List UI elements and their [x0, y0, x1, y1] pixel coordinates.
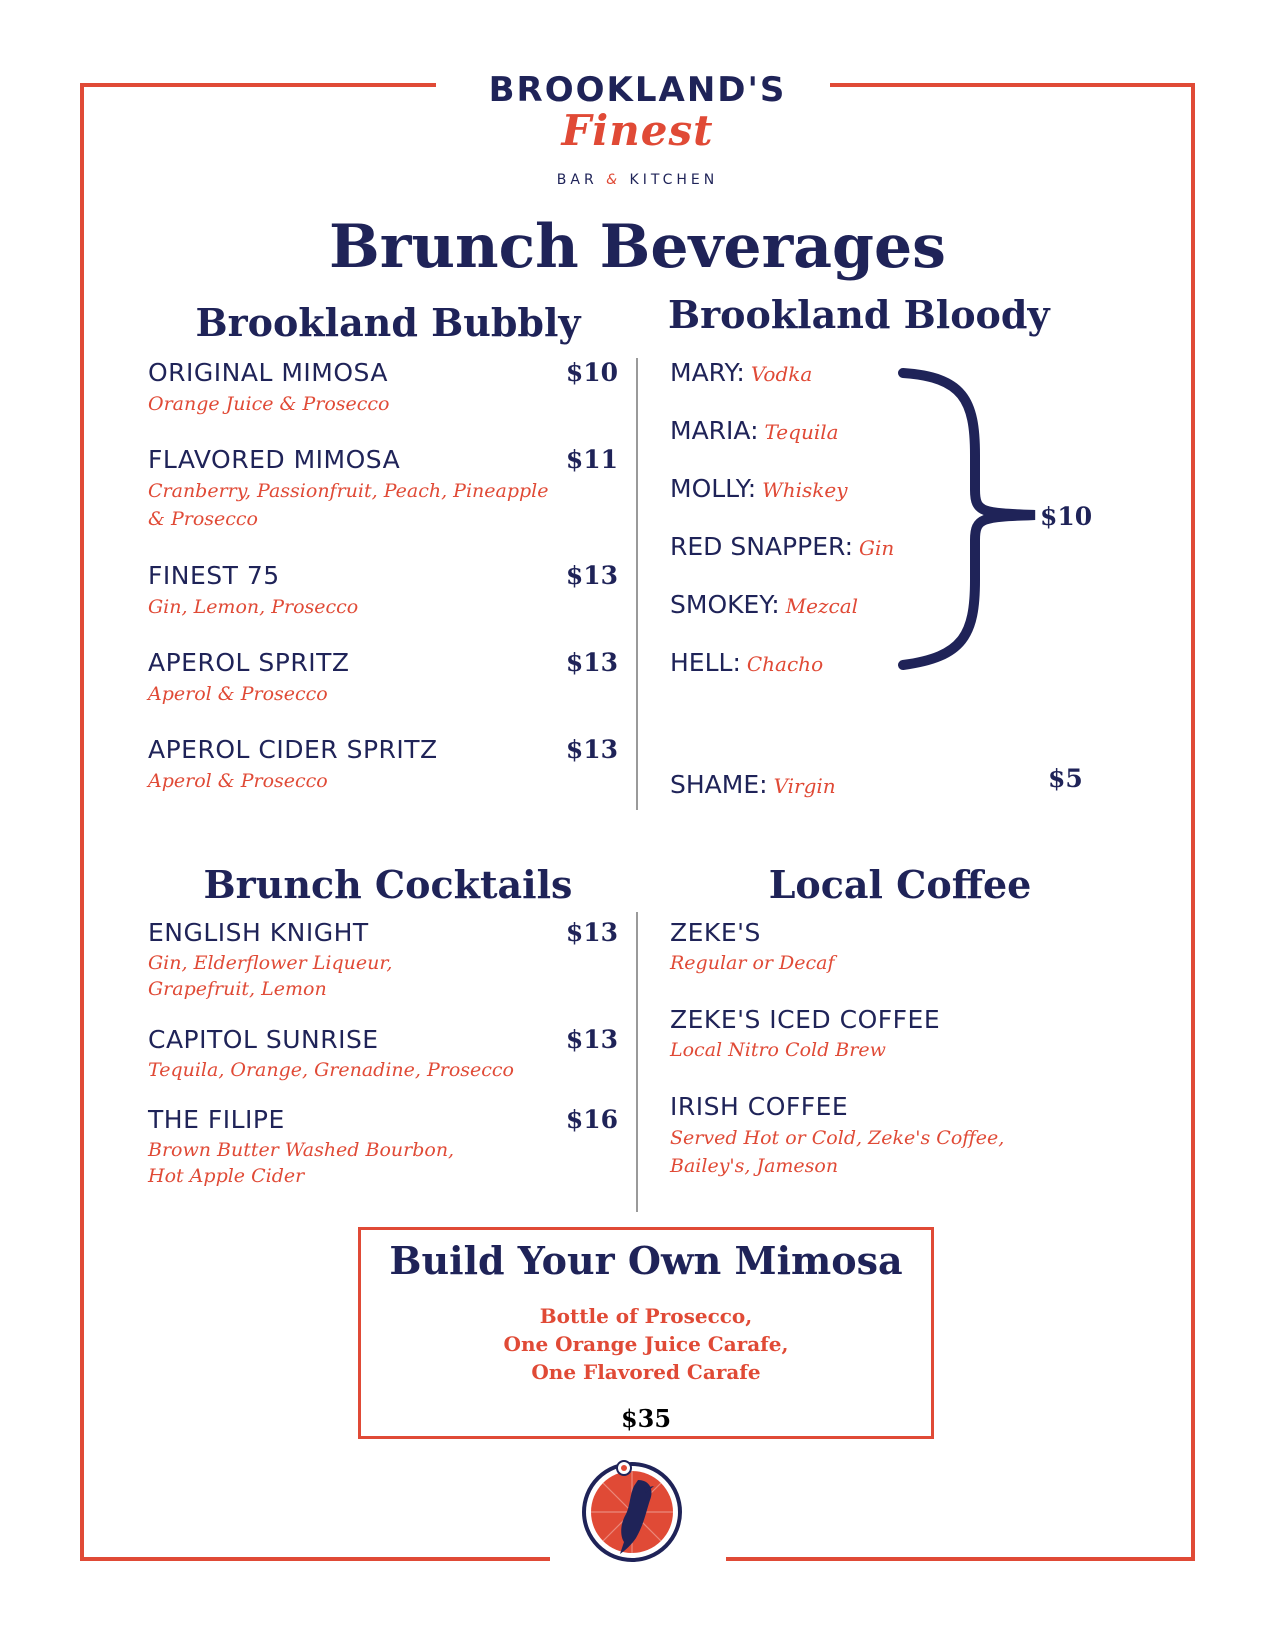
item-desc: Cranberry, Passionfruit, Peach, Pineapple & Prosecco [148, 480, 549, 530]
item-price: $11 [565, 445, 618, 474]
byo-price: $35 [620, 1404, 672, 1433]
item-name: CAPITOL SUNRISE [148, 1025, 379, 1054]
item-desc-line: Hot Apple Cider [148, 1165, 305, 1187]
item-desc-line: Bailey's, Jameson [670, 1155, 839, 1177]
bloody-item [670, 648, 823, 677]
item-desc-line: Regular or Decaf [670, 952, 835, 974]
bloody-name: SHAME: [670, 770, 768, 799]
item-name: ZEKE'S ICED COFFEE [670, 1005, 941, 1034]
brand-sub-right: KITCHEN [629, 172, 719, 188]
bloody-spirit: Whiskey [762, 478, 848, 502]
item-price: $13 [565, 1025, 618, 1054]
byo-description [361, 1302, 931, 1386]
bloody-name: MARIA: [670, 416, 759, 445]
item-desc-line: Brown Butter Washed Bourbon, [148, 1139, 455, 1161]
bloody-group-price: $10 [1040, 502, 1093, 531]
cocktails-heading: Brunch Cocktails [203, 862, 573, 907]
menu-item [148, 445, 618, 533]
item-name: ORIGINAL MIMOSA [148, 358, 388, 387]
frame-bottom-left [80, 1557, 550, 1561]
page-title: Brunch Beverages [329, 212, 946, 282]
bloody-item [670, 532, 894, 561]
bloody-name: HELL: [670, 648, 741, 677]
bloody-item [670, 474, 848, 503]
item-name: FLAVORED MIMOSA [148, 445, 401, 474]
item-desc-line: Local Nitro Cold Brew [670, 1039, 886, 1061]
item-name: APEROL CIDER SPRITZ [148, 735, 438, 764]
bloody-spirit: Tequila [764, 420, 839, 444]
menu-item [148, 561, 618, 621]
bloody-item [670, 590, 858, 619]
item-desc-line: Served Hot or Cold, Zeke's Coffee, [670, 1127, 1005, 1149]
bird-badge-icon [580, 1458, 684, 1562]
bloody-spirit: Gin [859, 536, 895, 560]
item-desc: Orange Juice & Prosecco [148, 393, 390, 415]
menu-item [148, 1025, 618, 1083]
coffee-item [670, 918, 1070, 976]
shame-price: $5 [1048, 764, 1083, 793]
frame-right [1191, 83, 1195, 1561]
byo-line: One Orange Juice Carafe, [503, 1332, 789, 1356]
curly-brace-icon [895, 365, 1040, 675]
menu-item [148, 918, 618, 1002]
frame-bottom-right [726, 1557, 1195, 1561]
bloody-name: MARY: [670, 358, 745, 387]
item-desc-line: Gin, Elderflower Liqueur, [148, 952, 393, 974]
item-desc-line: Tequila, Orange, Grenadine, Prosecco [148, 1059, 515, 1081]
byo-box [358, 1227, 934, 1439]
bottom-divider [636, 912, 638, 1212]
menu-item [148, 735, 618, 795]
brand-name: BROOKLAND'S [488, 70, 787, 110]
menu-item [148, 648, 618, 708]
brand-sub-amp: & [606, 172, 622, 188]
item-desc: Aperol & Prosecco [148, 683, 328, 705]
item-price: $13 [565, 918, 618, 947]
menu-item [148, 358, 618, 418]
brand-script: Finest [561, 106, 714, 155]
item-desc: Aperol & Prosecco [148, 770, 328, 792]
menu-item [148, 1105, 618, 1189]
item-price: $16 [565, 1105, 618, 1134]
bloody-name: MOLLY: [670, 474, 757, 503]
bloody-item [670, 358, 812, 387]
bloody-item [670, 416, 839, 445]
item-price: $13 [565, 561, 618, 590]
bloody-spirit: Vodka [750, 362, 813, 386]
bubbly-heading: Brookland Bubbly [195, 300, 581, 345]
brand-sub-left: BAR [556, 172, 598, 188]
byo-title: Build Your Own Mimosa [389, 1238, 903, 1283]
item-price: $10 [565, 358, 618, 387]
bloody-name: SMOKEY: [670, 590, 780, 619]
bloody-name: RED SNAPPER: [670, 532, 854, 561]
bloody-spirit: Chacho [746, 652, 824, 676]
item-name: THE FILIPE [148, 1105, 285, 1134]
item-price: $13 [565, 735, 618, 764]
coffee-heading: Local Coffee [768, 862, 1032, 907]
shame-item [670, 770, 836, 799]
frame-left [80, 83, 84, 1561]
brand-subtitle [0, 172, 1275, 188]
coffee-item [670, 1092, 1070, 1180]
byo-line: One Flavored Carafe [531, 1360, 761, 1384]
bloody-heading: Brookland Bloody [668, 292, 1050, 337]
item-name: FINEST 75 [148, 561, 280, 590]
bloody-spirit: Virgin [773, 774, 836, 798]
item-price: $13 [565, 648, 618, 677]
item-desc-line: Grapefruit, Lemon [148, 978, 327, 1000]
item-name: ZEKE'S [670, 918, 761, 947]
item-name: IRISH COFFEE [670, 1092, 849, 1121]
item-name: APEROL SPRITZ [148, 648, 350, 677]
byo-line: Bottle of Prosecco, [539, 1304, 753, 1328]
item-desc: Gin, Lemon, Prosecco [148, 596, 359, 618]
coffee-item [670, 1005, 1070, 1063]
bloody-spirit: Mezcal [785, 594, 859, 618]
item-name: ENGLISH KNIGHT [148, 918, 369, 947]
top-divider [636, 358, 638, 810]
